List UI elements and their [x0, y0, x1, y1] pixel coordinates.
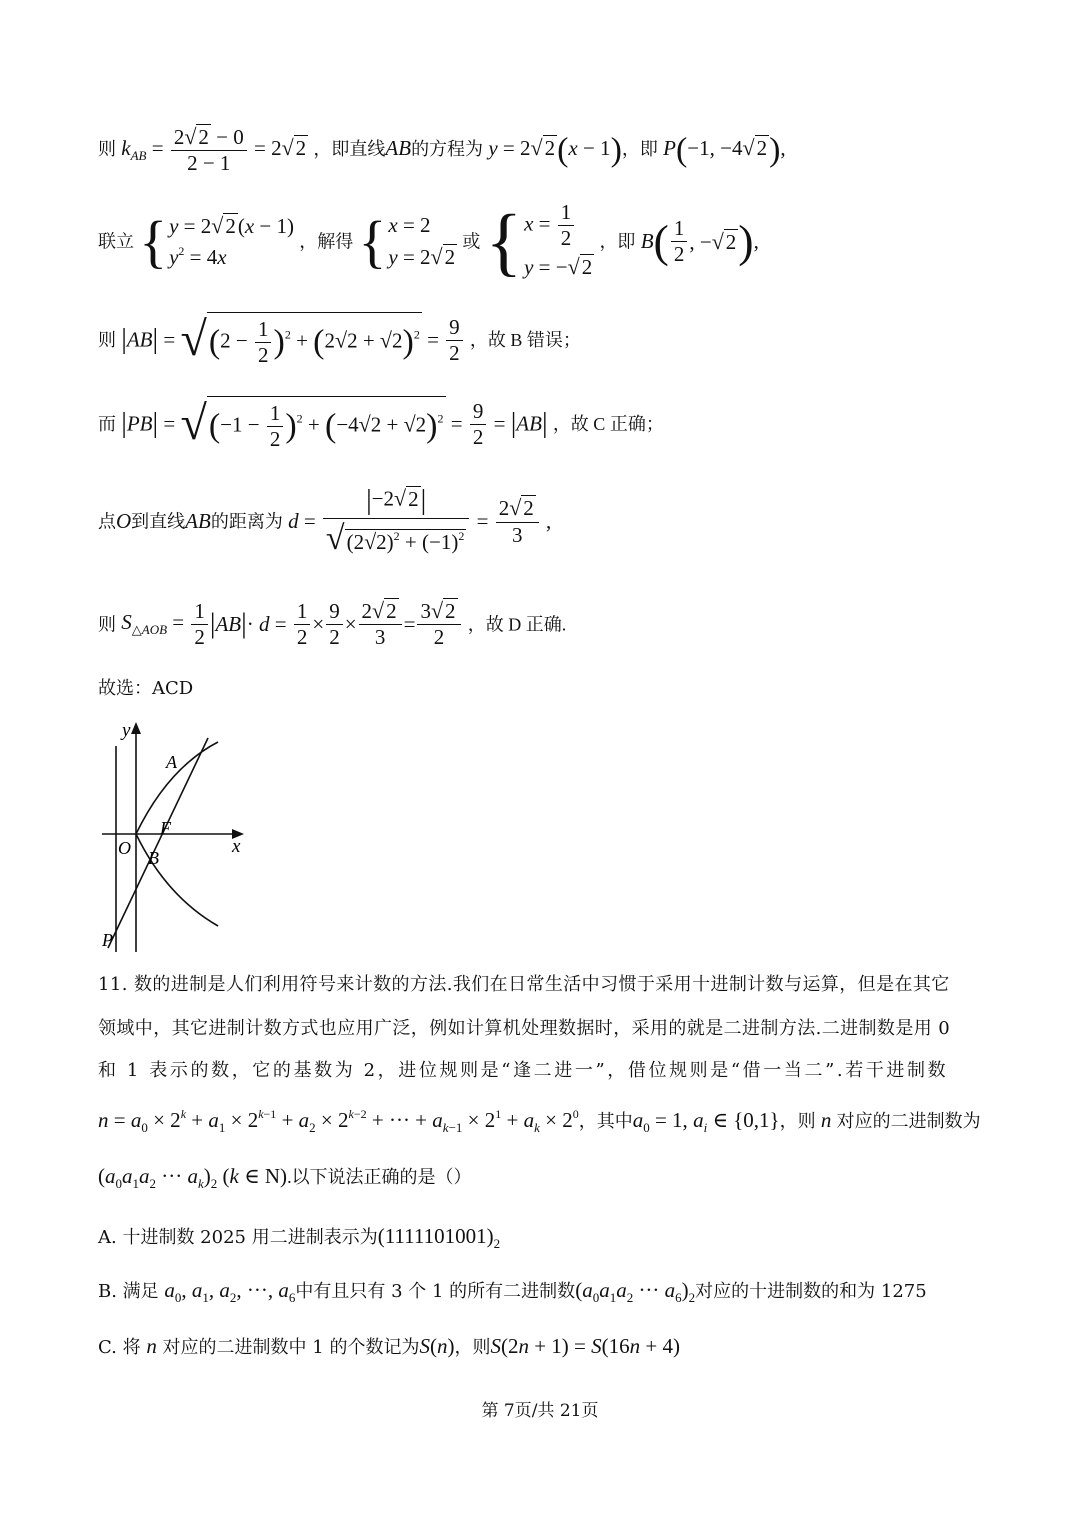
- question-line-1: 11. 数的进制是人们利用符号来计数的方法.我们在日常生活中习惯于采用十进制计数与运算，但是在其它: [98, 974, 950, 995]
- label-y: y: [122, 720, 131, 741]
- question-line-binary: ($a_0a_1a_2$ ··· $a_k)_2$ (k ∈ N).以下说法正确的是（）: [98, 1164, 472, 1191]
- solution-line-system: 联立 { y = 2√2(x − 1) $y^2 = 4x$ ，解得 { x = 2 y = 2√2 或 { x = $\frac{1}{2}$ y = −√2 ，即 B( $\frac{1}{2}$ , −√2),: [98, 199, 759, 284]
- parabola-figure: [96, 716, 256, 956]
- question-line-formula: $n = a_0 \times 2^k + a_1 \times 2^{k-1} + a_2 \times 2^{k-2}$ + ··· + $a_{k-1} \times 2^1 + a_k \times 2^0$，其中$a_0 = 1$, $a_i$ ∈ {0,1}，则 n 对应的二进制数为: [98, 1107, 981, 1135]
- solution-line-slope: 则 $k_{AB}$ = $\frac{2√2 - 0}{2 - 1}$ = 2√2 ，即直线AB的方程为 y = 2√2(x − 1)，即 P(−1, −4√2),: [98, 124, 786, 176]
- option-a: A. 十进制数 2025 用二进制表示为$(1111101001)_2$: [98, 1224, 501, 1251]
- label-a: A: [166, 752, 177, 772]
- answer-line: 故选：ACD: [98, 678, 194, 699]
- solution-line-ab-length: 则 |AB| = √(2 − $\frac{1}{2}$ )$^2 + (2√2 + √2)^2$ = $\frac{9}{2}$ ，故 B 错误；: [98, 313, 581, 368]
- label-f: F: [160, 818, 171, 838]
- solution-line-distance: 点O到直线AB的距离为 d = $\frac{|-2√2|}{√(2√2)^2 + (-1)^2}$ = $\frac{2√2}{3}$ ,: [98, 485, 552, 557]
- label-p: P: [102, 930, 113, 950]
- label-b: B: [148, 848, 159, 868]
- solution-line-pb-length: 而 |PB| = √(−1 − $\frac{1}{2}$ )$^2 + (-4√2 + √2)^2$ = $\frac{9}{2}$ = |AB| ，故 C 正确；: [98, 397, 664, 452]
- label-x: x: [232, 836, 241, 857]
- page-footer: 第 7页/共 21页: [481, 1401, 599, 1421]
- label-o: O: [118, 838, 131, 858]
- option-c: C. 将 n 对应的二进制数中 1 的个数记为S(n)，则S(2n + 1) = S(16n + 4): [98, 1334, 680, 1358]
- option-b: B. 满足 $a_0$, $a_1$, $a_2$, ···, $a_6$中有且只有 3 个 1 的所有二进制数($a_0a_1a_2$ ··· $a_6)_2$对应的十进制数的和为 1275: [98, 1278, 927, 1305]
- question-line-3: 和 1 表示的数，它的基数为 2，进位规则是“逢二进一”，借位规则是“借一当二”.若干进制数: [98, 1060, 949, 1081]
- question-line-2: 领域中，其它进制计数方式也应用广泛，例如计算机处理数据时，采用的就是二进制方法.二进制数是用 0: [98, 1018, 951, 1039]
- solution-line-area: 则 $S_{\triangle AOB}$ = $\frac{1}{2}$ |AB|· d = $\frac{1}{2}$ × $\frac{9}{2}$ × $\frac{2√2}{3}$ = $\frac{3√2}{2}$ ，故 D 正确.: [98, 598, 567, 650]
- y-axis-arrow-icon: [131, 722, 141, 734]
